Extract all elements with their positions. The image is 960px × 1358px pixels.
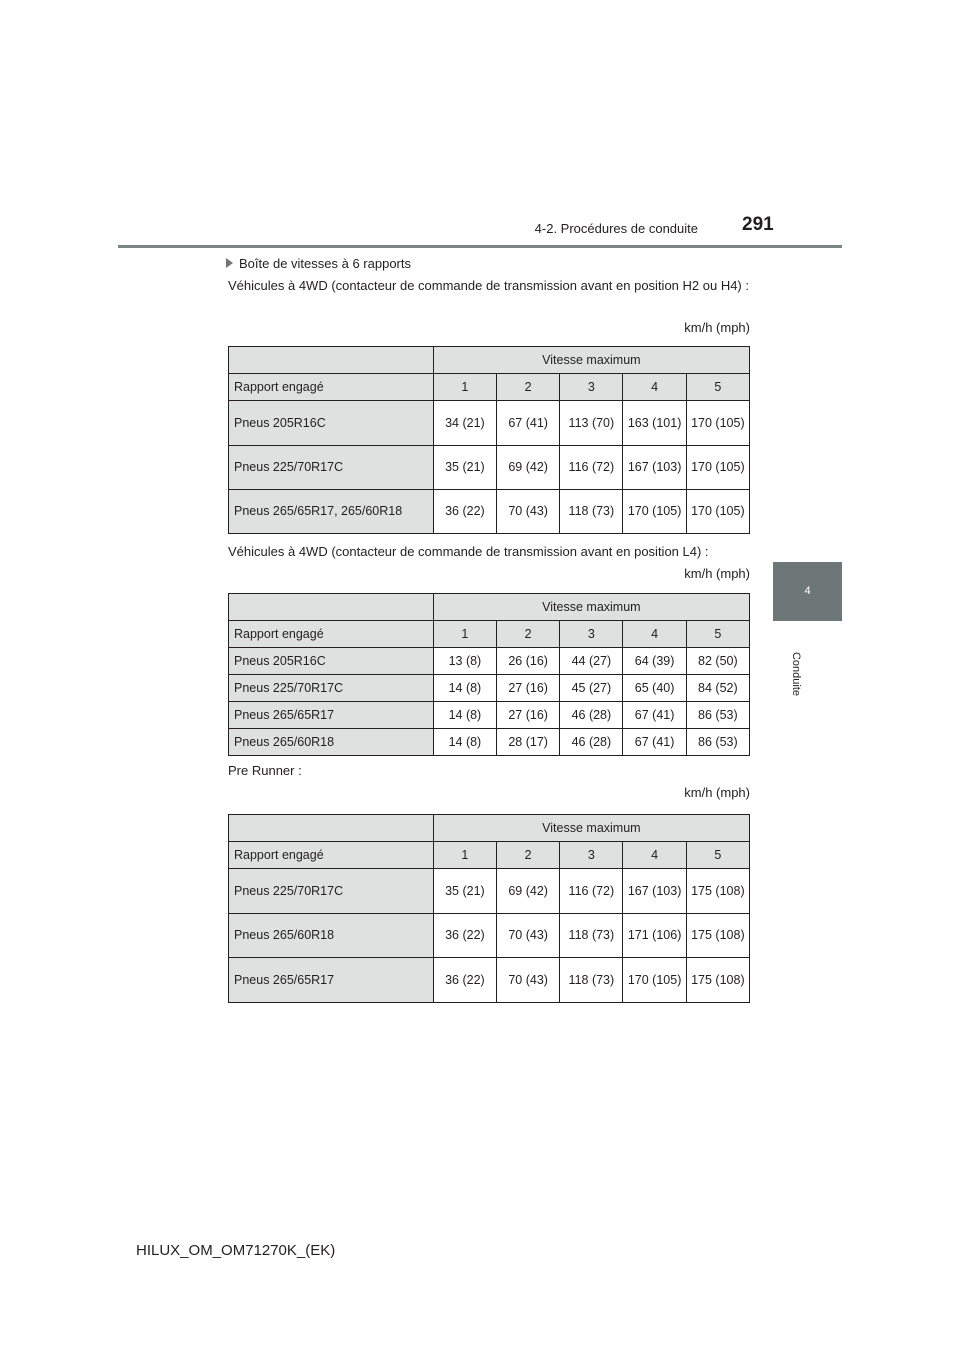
speed-value: 67 (41) (497, 401, 560, 446)
table-row (229, 702, 750, 729)
speed-value: 170 (105) (686, 446, 749, 490)
gear-number: 1 (433, 374, 496, 401)
speed-value: 46 (28) (560, 729, 623, 756)
table-row (229, 490, 750, 534)
tire-size: Pneus 265/65R17 (229, 958, 434, 1003)
speed-value: 113 (70) (560, 401, 623, 446)
table-row (229, 729, 750, 756)
table-header: Vitesse maximum (433, 815, 749, 842)
gear-number: 1 (433, 842, 496, 869)
speed-value: 64 (39) (623, 648, 686, 675)
speed-value: 70 (43) (497, 914, 560, 958)
speed-value: 167 (103) (623, 446, 686, 490)
gear-label: Rapport engagé (229, 374, 434, 401)
subheading-text: Boîte de vitesses à 6 rapports (239, 256, 411, 271)
tire-size: Pneus 205R16C (229, 401, 434, 446)
gear-row (229, 842, 750, 869)
speed-value: 163 (101) (623, 401, 686, 446)
table-header: Vitesse maximum (433, 347, 749, 374)
speed-value: 65 (40) (623, 675, 686, 702)
gear-number: 5 (686, 842, 749, 869)
table-2-caption: Véhicules à 4WD (contacteur de commande de transmission avant en position L4) : (228, 544, 709, 559)
table-1-unit: km/h (mph) (684, 320, 750, 335)
speed-value: 14 (8) (433, 675, 496, 702)
gear-label: Rapport engagé (229, 842, 434, 869)
speed-value: 36 (22) (433, 958, 496, 1003)
table-row (229, 401, 750, 446)
tire-size: Pneus 265/65R17 (229, 702, 434, 729)
chapter-number: 4 (804, 585, 811, 597)
speed-value: 45 (27) (560, 675, 623, 702)
gear-number: 3 (560, 374, 623, 401)
speed-value: 46 (28) (560, 702, 623, 729)
page-number: 291 (742, 214, 774, 235)
speed-value: 67 (41) (623, 702, 686, 729)
speed-table-h2-h4 (228, 346, 750, 534)
tire-size: Pneus 225/70R17C (229, 446, 434, 490)
speed-value: 86 (53) (686, 729, 749, 756)
gear-label: Rapport engagé (229, 621, 434, 648)
gear-number: 5 (686, 374, 749, 401)
speed-table-l4 (228, 593, 750, 756)
speed-value: 27 (16) (497, 702, 560, 729)
speed-value: 70 (43) (497, 958, 560, 1003)
table-header-row (229, 347, 750, 374)
speed-value: 44 (27) (560, 648, 623, 675)
speed-value: 82 (50) (686, 648, 749, 675)
speed-value: 28 (17) (497, 729, 560, 756)
gear-number: 1 (433, 621, 496, 648)
speed-value: 69 (42) (497, 869, 560, 914)
speed-value: 116 (72) (560, 869, 623, 914)
speed-value: 69 (42) (497, 446, 560, 490)
chapter-label (786, 640, 806, 700)
speed-value: 118 (73) (560, 490, 623, 534)
gear-row (229, 621, 750, 648)
chapter-tab (773, 562, 842, 621)
subheading (226, 256, 411, 271)
speed-value: 70 (43) (497, 490, 560, 534)
document-id-footer: HILUX_OM_OM71270K_(EK) (136, 1242, 336, 1259)
gear-number: 3 (560, 842, 623, 869)
gear-number: 2 (497, 374, 560, 401)
table-3-unit: km/h (mph) (684, 785, 750, 800)
table-row (229, 914, 750, 958)
gear-number: 5 (686, 621, 749, 648)
speed-value: 171 (106) (623, 914, 686, 958)
speed-value: 14 (8) (433, 702, 496, 729)
triangle-bullet-icon (226, 258, 233, 268)
speed-value: 36 (22) (433, 914, 496, 958)
header-divider (118, 245, 842, 248)
table-row (229, 869, 750, 914)
tire-size: Pneus 265/65R17, 265/60R18 (229, 490, 434, 534)
speed-value: 116 (72) (560, 446, 623, 490)
table-header-row (229, 594, 750, 621)
gear-number: 4 (623, 621, 686, 648)
gear-number: 4 (623, 842, 686, 869)
section-title: 4-2. Procédures de conduite (534, 221, 698, 236)
speed-value: 35 (21) (433, 869, 496, 914)
tire-size: Pneus 265/60R18 (229, 914, 434, 958)
table-header: Vitesse maximum (433, 594, 749, 621)
table-row (229, 446, 750, 490)
gear-number: 2 (497, 842, 560, 869)
speed-value: 167 (103) (623, 869, 686, 914)
speed-value: 175 (108) (686, 914, 749, 958)
speed-value: 170 (105) (686, 490, 749, 534)
empty-header-cell (229, 347, 434, 374)
speed-value: 67 (41) (623, 729, 686, 756)
speed-value: 118 (73) (560, 958, 623, 1003)
speed-value: 175 (108) (686, 869, 749, 914)
table-1-caption: Véhicules à 4WD (contacteur de commande de transmission avant en position H2 ou H4) : (228, 278, 749, 293)
table-row (229, 958, 750, 1003)
empty-header-cell (229, 815, 434, 842)
speed-value: 13 (8) (433, 648, 496, 675)
gear-row (229, 374, 750, 401)
gear-number: 2 (497, 621, 560, 648)
speed-value: 170 (105) (623, 958, 686, 1003)
speed-value: 34 (21) (433, 401, 496, 446)
speed-value: 170 (105) (686, 401, 749, 446)
speed-value: 170 (105) (623, 490, 686, 534)
tire-size: Pneus 265/60R18 (229, 729, 434, 756)
gear-number: 3 (560, 621, 623, 648)
table-header-row (229, 815, 750, 842)
speed-value: 175 (108) (686, 958, 749, 1003)
speed-value: 118 (73) (560, 914, 623, 958)
speed-value: 14 (8) (433, 729, 496, 756)
tire-size: Pneus 225/70R17C (229, 675, 434, 702)
gear-number: 4 (623, 374, 686, 401)
table-3-caption: Pre Runner : (228, 763, 302, 778)
speed-value: 86 (53) (686, 702, 749, 729)
empty-header-cell (229, 594, 434, 621)
speed-value: 26 (16) (497, 648, 560, 675)
tire-size: Pneus 205R16C (229, 648, 434, 675)
tire-size: Pneus 225/70R17C (229, 869, 434, 914)
table-2-unit: km/h (mph) (684, 566, 750, 581)
table-row (229, 648, 750, 675)
speed-value: 35 (21) (433, 446, 496, 490)
speed-table-pre-runner (228, 814, 750, 1003)
speed-value: 36 (22) (433, 490, 496, 534)
table-row (229, 675, 750, 702)
chapter-label-text: Conduite (790, 651, 802, 697)
speed-value: 84 (52) (686, 675, 749, 702)
speed-value: 27 (16) (497, 675, 560, 702)
